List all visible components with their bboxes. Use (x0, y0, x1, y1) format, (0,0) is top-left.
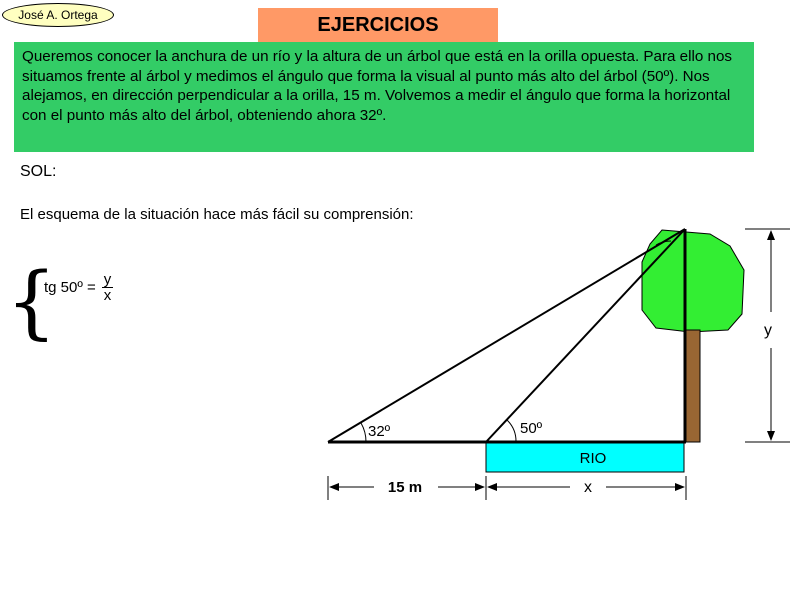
formula-lhs: tg 50º = (44, 279, 96, 296)
solution-label: SOL: (20, 163, 57, 180)
intro-text: El esquema de la situación hace más fácil su comprensión: (20, 206, 414, 223)
distance-label: 15 m (387, 479, 423, 496)
angle-far-label: 32º (368, 423, 391, 440)
angle-arc-far (361, 423, 366, 442)
page-title: EJERCICIOS (258, 8, 498, 42)
formula-denominator: x (103, 287, 112, 304)
sight-line-near (486, 229, 685, 442)
width-label: x (584, 479, 592, 496)
angle-arc-near (507, 420, 516, 442)
sight-line-far (328, 229, 685, 442)
angle-near-label: 50º (520, 420, 543, 437)
height-label: y (764, 322, 772, 339)
problem-statement: Queremos conocer la anchura de un río y la altura de un árbol que está en la orilla opuesta. Para ello nos situamos frente al árbol y medimos el ángulo que forma la visual al punto más alto del árbol (50º). Nos alejamos, en dirección perpendicular a la orilla, 15 m. Volvemos a medir el ángulo que forma la horizontal con el punto más alto del árbol, obteniendo ahora 32º. (14, 42, 754, 152)
brace-symbol: { (6, 255, 57, 348)
river-label: RIO (579, 450, 607, 467)
author-badge: José A. Ortega (2, 3, 114, 27)
formula-numerator: y (103, 271, 112, 288)
